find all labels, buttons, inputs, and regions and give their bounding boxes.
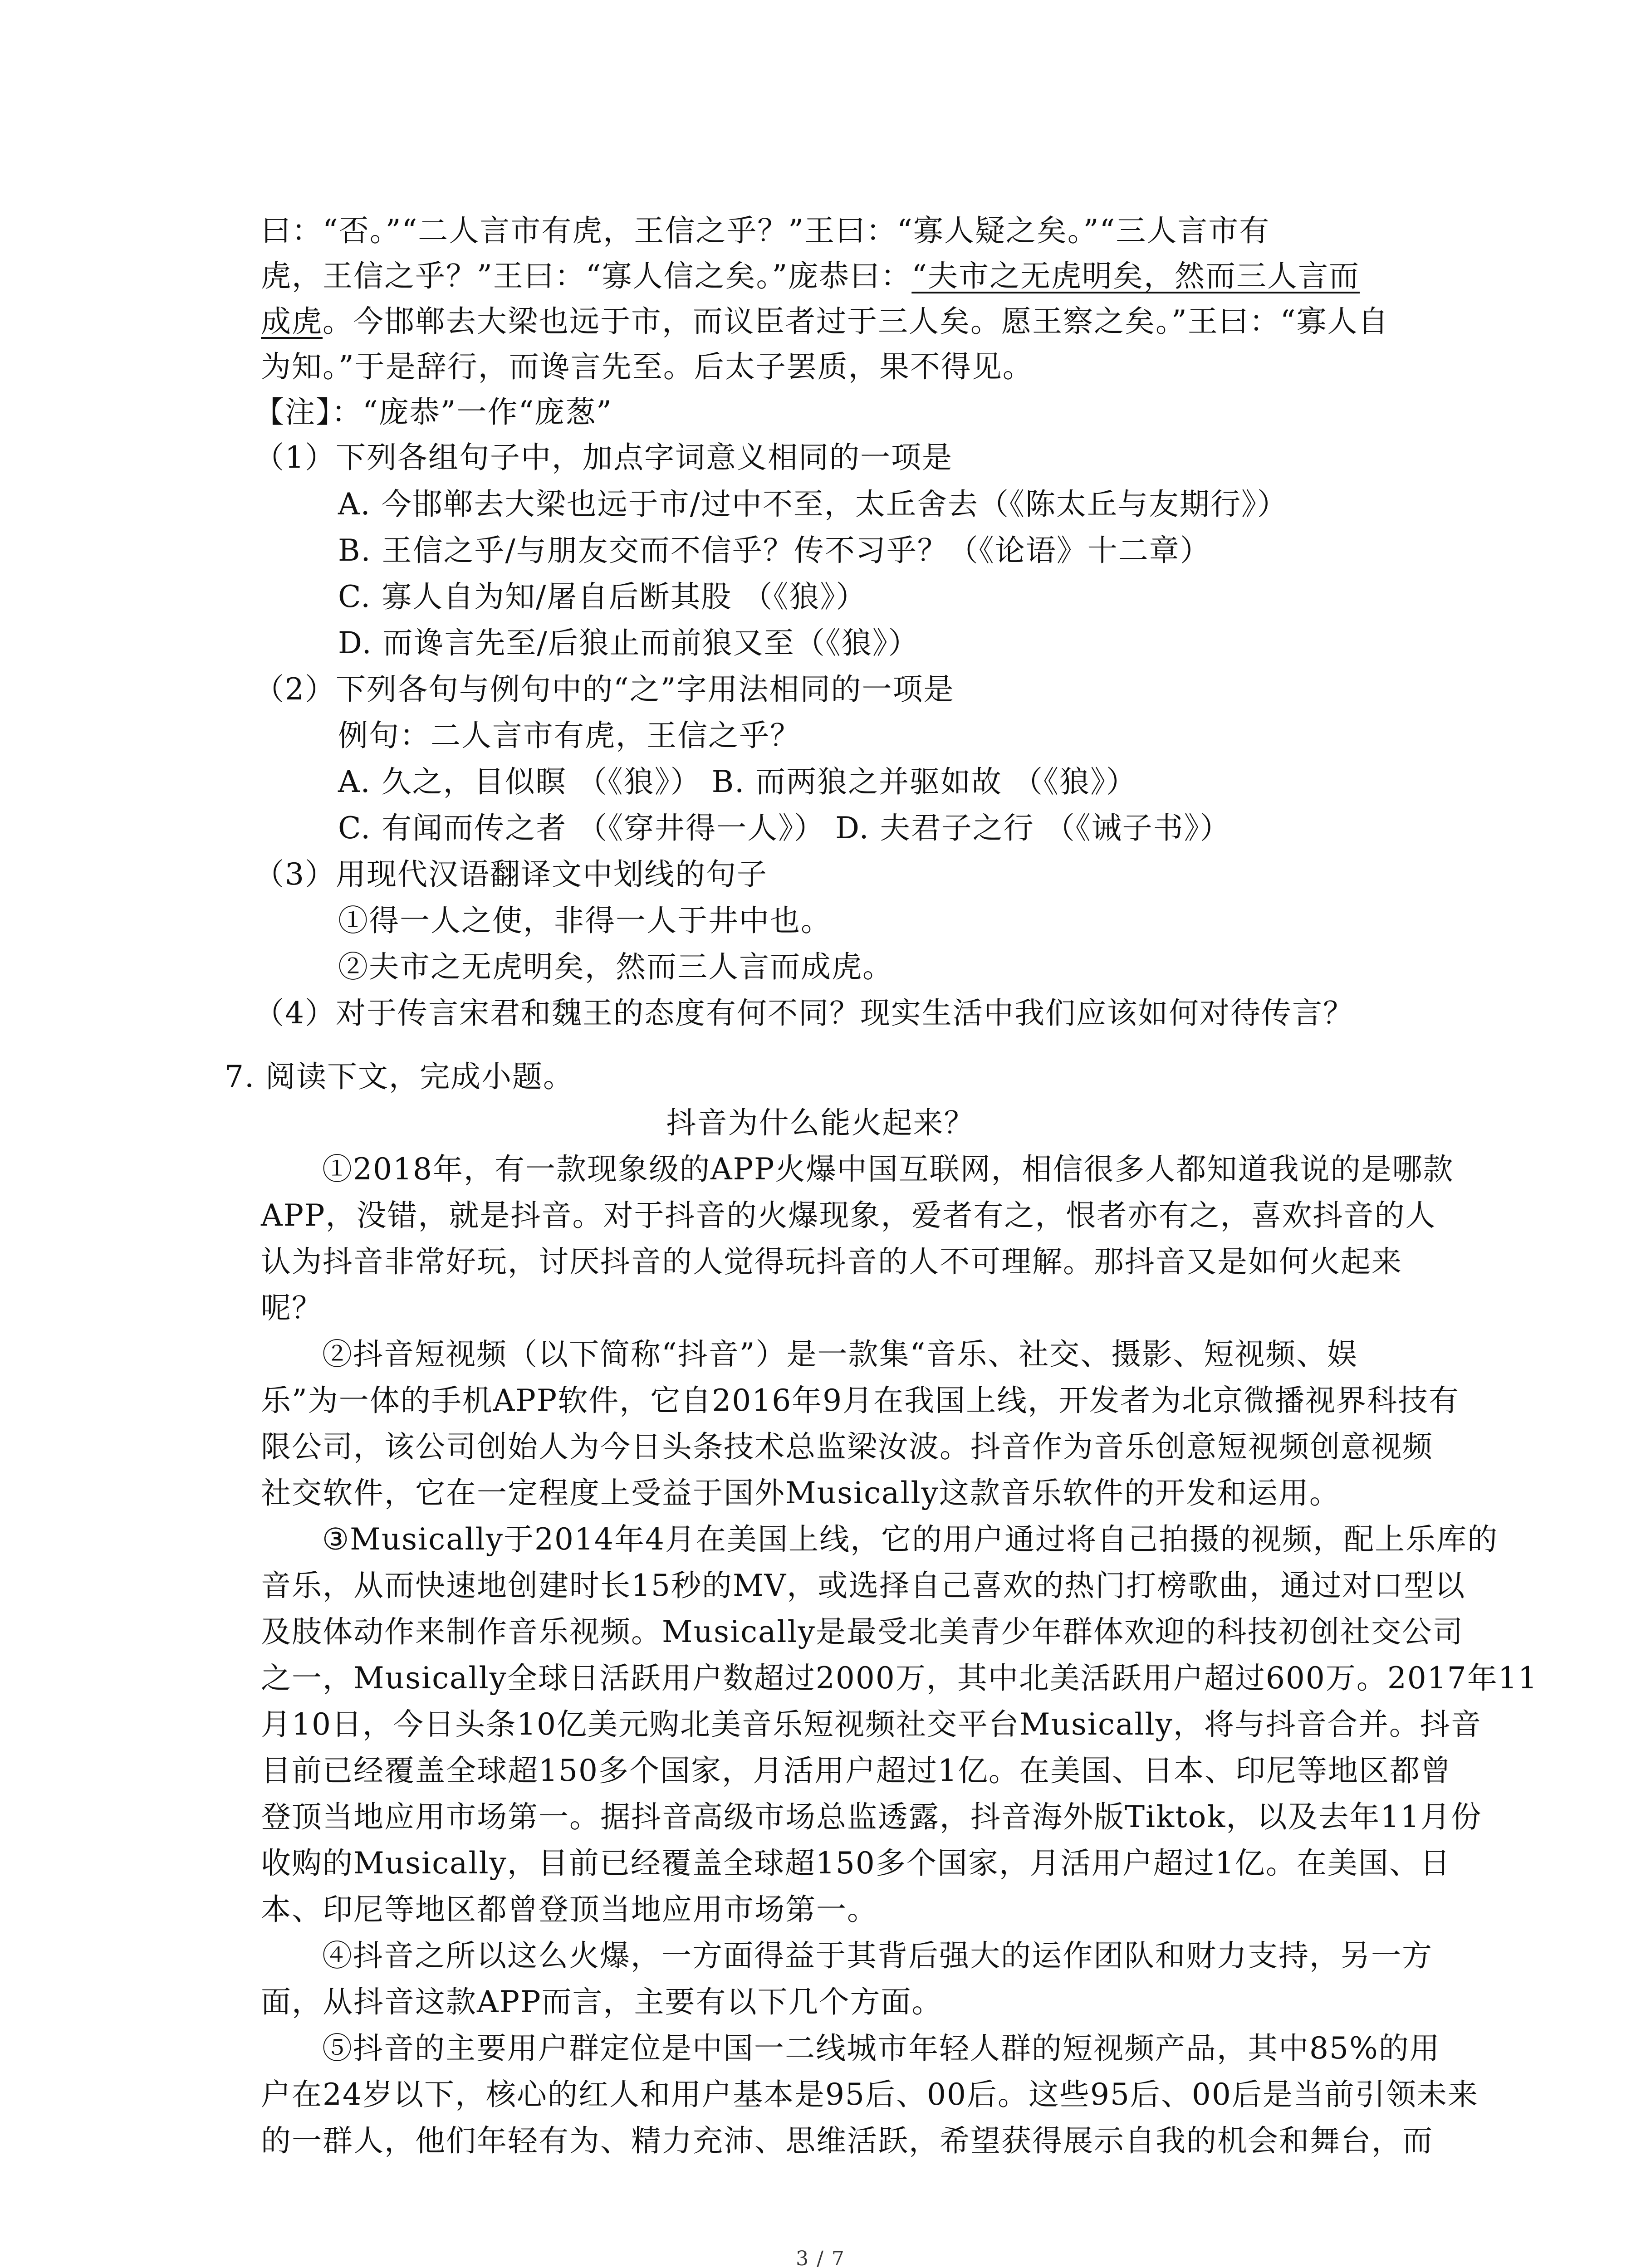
q6-sub3-sentence-2: ②夫市之无虎明矣，然而三人言而成虎。 [338,949,893,984]
q6-sub1-option-b: B. 王信之乎/与朋友交而不信乎？传不习乎？（《论语》十二章） [338,533,1211,568]
paragraph-1-line-1: ①2018年，有一款现象级的APP火爆中国互联网，相信很多人都知道我说的是哪款 [322,1152,1454,1187]
underlined-sentence-part-2: 成虎 [261,304,323,339]
q6-sub1-option-a: A. 今邯郸去大梁也远于市/过中不至，太丘舍去（《陈太丘与友期行》） [338,487,1288,522]
q6-sub2: （2）下列各句与例句中的“之”字用法相同的一项是 [254,672,955,707]
paragraph-5-line-3: 的一群人，他们年轻有为、精力充沛、思维活跃，希望获得展示自我的机会和舞台，而 [261,2123,1433,2158]
paragraph-2-line-2: 乐”为一体的手机APP软件，它自2016年9月在我国上线，开发者为北京微播视界科技有 [261,1383,1460,1418]
paragraph-3-line-4: 之一，Musically全球日活跃用户数超过2000万，其中北美活跃用户超过600万。2017年11 [261,1661,1538,1696]
paragraph-3-line-6: 目前已经覆盖全球超150多个国家，月活用户超过1亿。在美国、日本、印尼等地区都曾 [261,1753,1451,1788]
passage-line-2-text: 虎，王信之乎？”王曰：“寡人信之矣。”庞恭曰： [261,259,912,293]
q6-sub4: （4）对于传言宋君和魏王的态度有何不同？现实生活中我们应该如何对待传言？ [254,996,1354,1031]
paragraph-3-line-7: 登顶当地应用市场第一。据抖音高级市场总监透露，抖音海外版Tiktok，以及去年11月份 [261,1799,1482,1834]
paragraph-1-line-2: APP，没错，就是抖音。对于抖音的火爆现象，爱者有之，恨者亦有之，喜欢抖音的人 [261,1198,1436,1233]
q6-sub2-example: 例句：二人言市有虎，王信之乎？ [338,718,801,753]
article-title: 抖音为什么能火起来？ [666,1105,975,1140]
note: 【注】：“庞恭”一作“庞葱” [254,395,612,430]
paragraph-3-line-3: 及肢体动作来制作音乐视频。Musically是最受北美青少年群体欢迎的科技初创社交公司 [261,1614,1464,1649]
paragraph-3-line-2: 音乐，从而快速地创建时长15秒的MV，或选择自己喜欢的热门打榜歌曲，通过对口型以 [261,1568,1466,1603]
paragraph-3-line-5: 月10日，今日头条10亿美元购北美音乐短视频社交平台Musically，将与抖音合并。抖音 [261,1707,1482,1742]
q6-sub2-options-cd: C. 有闻而传之者 （《穿井得一人》） D. 夫君子之行 （《诫子书》） [338,811,1231,846]
passage-line-2 [261,256,1360,296]
q7-heading: 7. 阅读下文，完成小题。 [225,1059,574,1094]
page-number: 3 / 7 [796,2247,845,2268]
q6-sub1-option-d: D. 而谗言先至/后狼止而前狼又至（《狼》） [338,626,919,660]
paragraph-1-line-3: 认为抖音非常好玩，讨厌抖音的人觉得玩抖音的人不可理解。那抖音又是如何火起来 [261,1244,1402,1279]
passage-line-4: 为知。”于是辞行，而谗言先至。后太子罢质，果不得见。 [261,349,1034,384]
passage-line-3 [261,302,1389,342]
paragraph-2-line-4: 社交软件，它在一定程度上受益于国外Musically这款音乐软件的开发和运用。 [261,1476,1340,1510]
paragraph-4-line-2: 面，从抖音这款APP而言，主要有以下几个方面。 [261,1984,943,2019]
q6-sub2-options-ab: A. 久之，目似瞑 （《狼》） B. 而两狼之并驱如故 （《狼》） [338,764,1137,799]
paragraph-2-line-3: 限公司，该公司创始人为今日头条技术总监梁汝波。抖音作为音乐创意短视频创意视频 [261,1429,1433,1464]
underlined-sentence-part-1: “夫市之无虎明矣，然而三人言而 [911,259,1360,293]
paragraph-3-line-8: 收购的Musically，目前已经覆盖全球超150多个国家，月活用户超过1亿。在美国、日 [261,1846,1451,1881]
paragraph-1-line-4: 呢？ [261,1290,323,1325]
paragraph-3-line-9: 本、印尼等地区都曾登顶当地应用市场第一。 [261,1892,878,1927]
paragraph-3-line-1: ③Musically于2014年4月在美国上线，它的用户通过将自己拍摄的视频，配上乐库的 [322,1522,1499,1557]
passage-line-1: 曰：“否。”“二人言市有虎，王信之乎？”王曰：“寡人疑之矣。”“三人言市有 [261,213,1270,248]
paragraph-5-line-2: 户在24岁以下，核心的红人和用户基本是95后、00后。这些95后、00后是当前引领未来 [261,2077,1479,2112]
q6-sub3-sentence-1: ①得一人之使，非得一人于井中也。 [338,903,832,938]
paragraph-2-line-1: ②抖音短视频（以下简称“抖音”）是一款集“音乐、社交、摄影、短视频、娱 [322,1337,1358,1372]
paragraph-5-line-1: ⑤抖音的主要用户群定位是中国一二线城市年轻人群的短视频产品，其中85%的用 [322,2031,1440,2066]
q6-sub3: （3）用现代汉语翻译文中划线的句子 [254,857,768,892]
paragraph-4-line-1: ④抖音之所以这么火爆，一方面得益于其背后强大的运作团队和财力支持，另一方 [322,1938,1433,1973]
passage-line-3-text: 。今邯郸去大梁也远于市，而议臣者过于三人矣。愿王察之矣。”王曰：“寡人自 [323,304,1389,339]
q6-sub1: （1）下列各组句子中，加点字词意义相同的一项是 [254,440,953,475]
q6-sub1-option-c: C. 寡人自为知/屠自后断其股 （《狼》） [338,579,867,614]
